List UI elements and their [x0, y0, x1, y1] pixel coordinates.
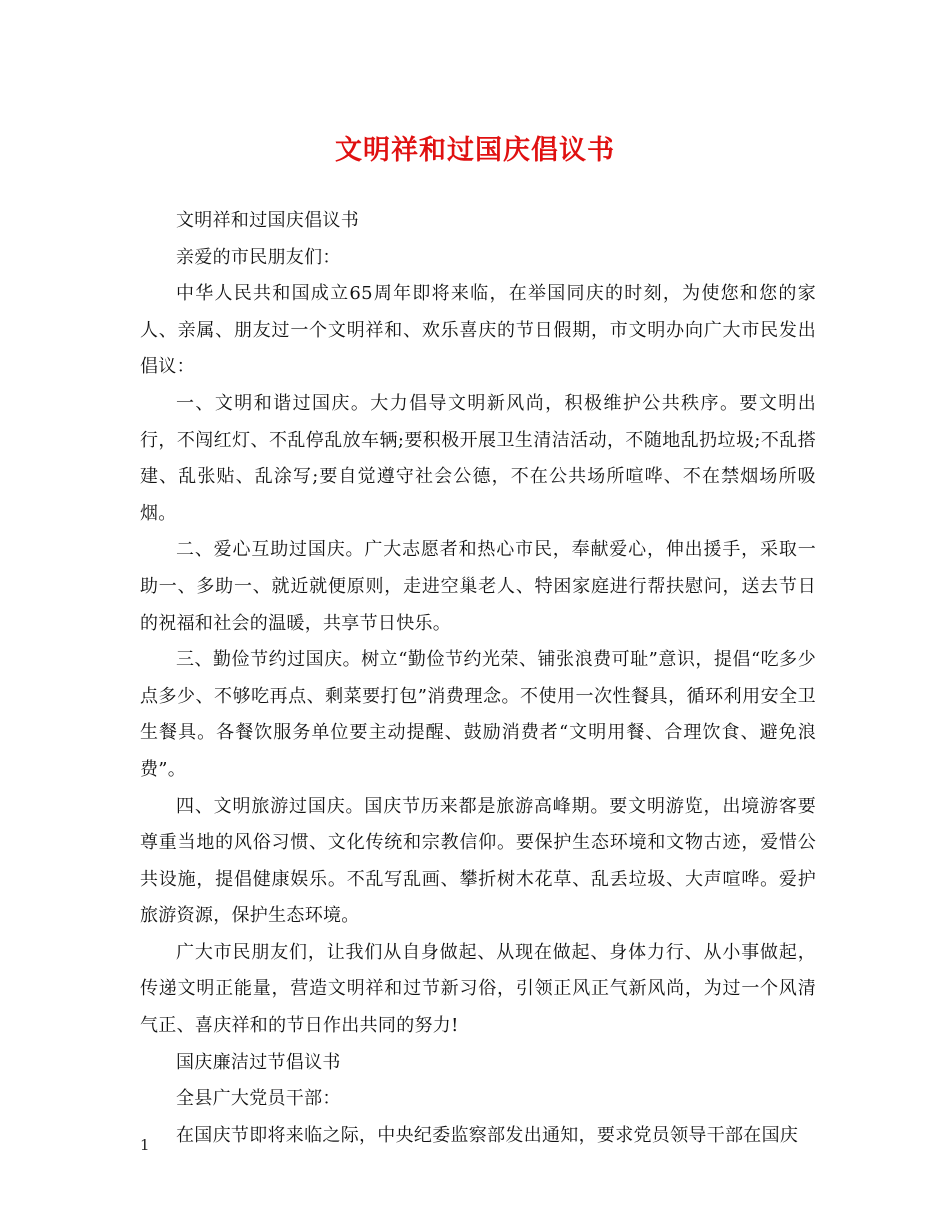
document-title: 文明祥和过国庆倡议书 [335, 135, 615, 166]
paragraph-point-2: 二、爱心互助过国庆。广大志愿者和热心市民，奉献爱心，伸出援手，采取一助一、多助一、就近就便原则，走进空巢老人、特困家庭进行帮扶慰问，送去节日的祝福和社会的温暖，共享节日快乐。 [140, 539, 816, 634]
paragraph-second-intro: 在国庆节即将来临之际，中央纪委监察部发出通知，要求党员领导干部在国庆 [176, 1124, 799, 1146]
paragraph-intro: 中华人民共和国成立65周年即将来临，在举国同庆的时刻，为使您和您的家人、亲属、朋友过一个文明祥和、欢乐喜庆的节日假期，市文明办向广大市民发出倡议： [140, 283, 816, 378]
paragraph-point-3: 三、勤俭节约过国庆。树立“勤俭节约光荣、铺张浪费可耻”意识，提倡“吃多少点多少、不够吃再点、剩菜要打包”消费理念。不使用一次性餐具，循环利用安全卫生餐具。各餐饮服务单位要主动提醒、鼓励消费者“文明用餐、合理饮食、避免浪费”。 [140, 649, 816, 780]
paragraph-second-heading: 国庆廉洁过节倡议书 [176, 1051, 341, 1073]
paragraph-point-1: 一、文明和谐过国庆。大力倡导文明新风尚，积极维护公共秩序。要文明出行，不闯红灯、不乱停乱放车辆;要积极开展卫生清洁活动，不随地乱扔垃圾;不乱搭建、乱张贴、乱涂写;要自觉遵守社会公德，不在公共场所喧哗、不在禁烟场所吸烟。 [140, 392, 816, 524]
paragraph-closing: 广大市民朋友们，让我们从自身做起、从现在做起、身体力行、从小事做起，传递文明正能量，营造文明祥和过节新习俗，引领正风正气新风尚，为过一个风清气正、喜庆祥和的节日作出共同的努力! [140, 941, 816, 1037]
document-body [140, 203, 816, 1154]
paragraph-heading: 文明祥和过国庆倡议书 [176, 210, 359, 231]
page-number: 1 [140, 1136, 150, 1154]
paragraph-point-4: 四、文明旅游过国庆。国庆节历来都是旅游高峰期。要文明游览，出境游客要尊重当地的风俗习惯、文化传统和宗教信仰。要保护生态环境和文物古迹，爱惜公共设施，提倡健康娱乐。不乱写乱画、攀折树木花草、乱丢垃圾、大声喧哗。爱护旅游资源，保护生态环境。 [140, 795, 816, 927]
paragraph-second-salutation: 全县广大党员干部： [176, 1088, 341, 1110]
paragraph-salutation: 亲爱的市民朋友们： [176, 246, 341, 268]
